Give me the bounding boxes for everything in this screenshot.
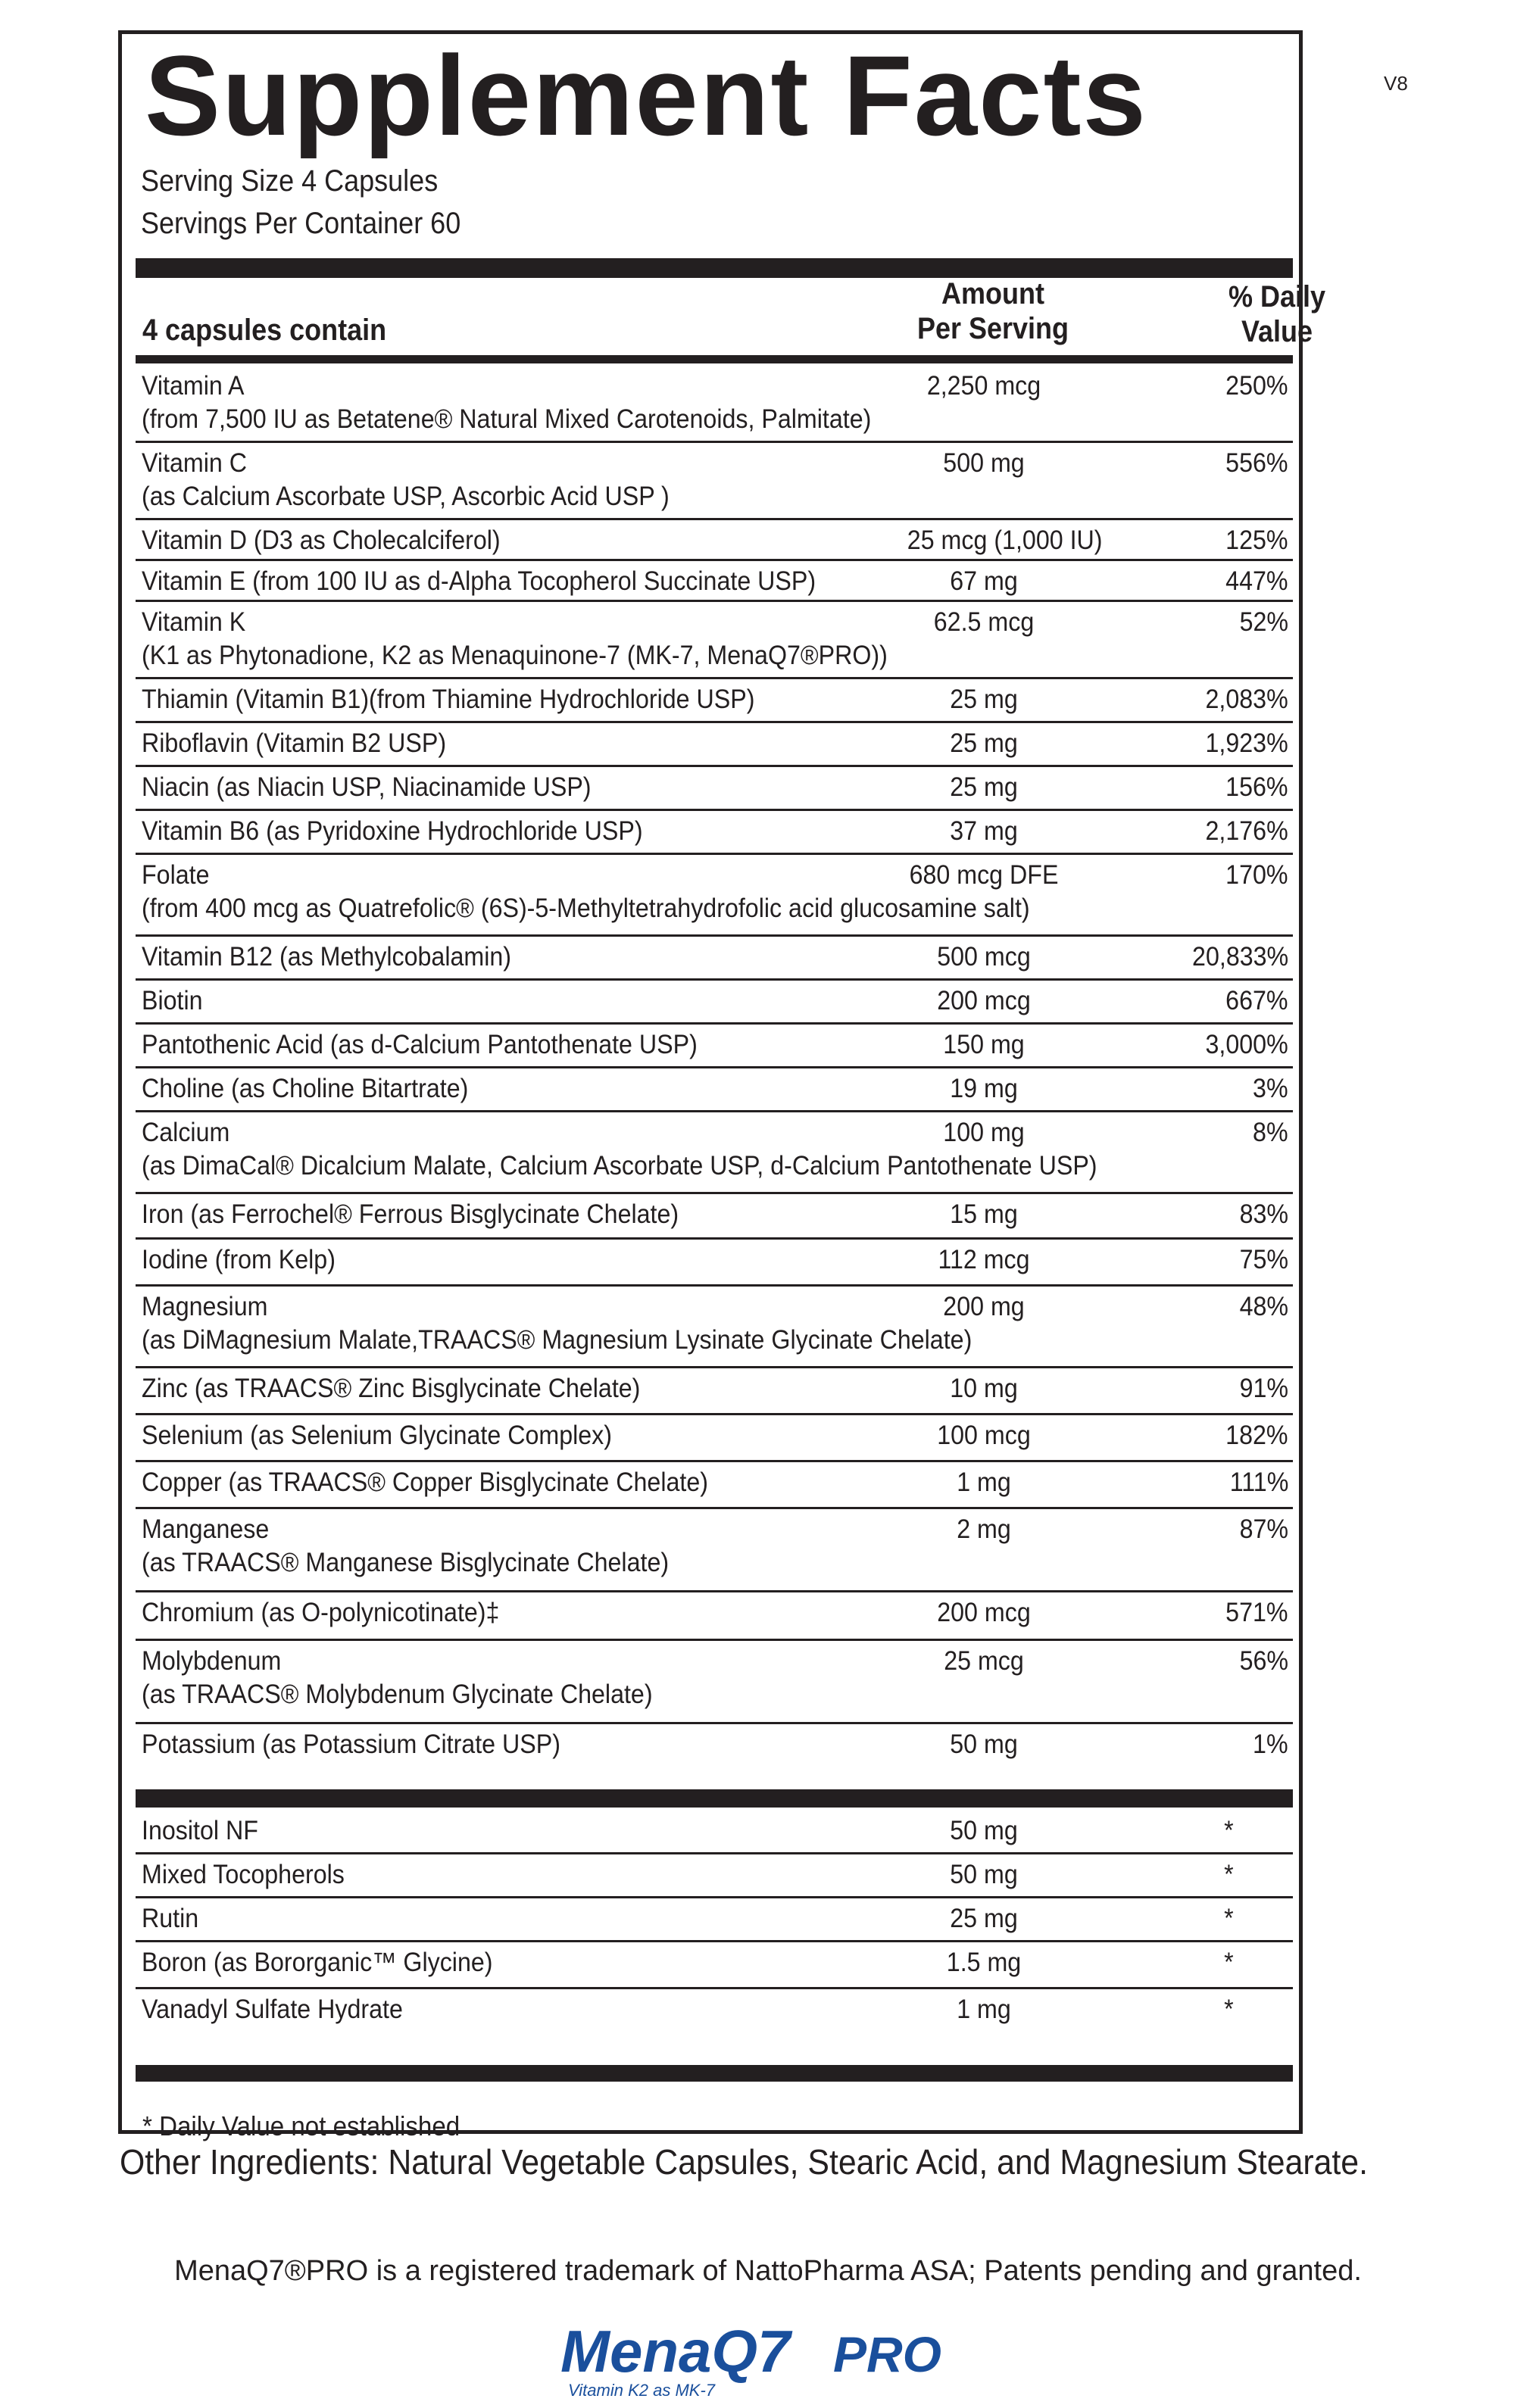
nutrient-daily-value: * [1224, 1904, 1234, 1933]
nutrient-daily-value: 83% [1239, 1199, 1288, 1229]
nutrient-row [136, 1641, 1293, 1724]
nutrient-row [136, 855, 1293, 937]
divider-header [136, 355, 1293, 363]
nutrient-row [136, 1942, 1293, 1989]
nutrient-daily-value: 20,833% [1191, 942, 1288, 972]
nutrient-row [136, 1462, 1293, 1509]
nutrient-name: Potassium (as Potassium Citrate USP) [142, 1730, 560, 1759]
nutrient-name: Molybdenum [142, 1646, 282, 1676]
nutrient-daily-value: 52% [1239, 607, 1288, 637]
nutrient-name: Vitamin E (from 100 IU as d-Alpha Tocopherol Succinate USP) [142, 566, 816, 596]
nutrient-name: Vitamin K [142, 607, 246, 637]
nutrient-amount: 200 mcg [937, 986, 1031, 1015]
nutrient-amount: 67 mg [950, 566, 1018, 596]
trademark-note: MenaQ7®PRO is a registered trademark of NattoPharma ASA; Patents pending and granted. [174, 2255, 1362, 2287]
nutrient-amount: 25 mg [950, 772, 1018, 802]
nutrient-daily-value: 182% [1225, 1421, 1288, 1450]
nutrient-amount: 2 mg [957, 1514, 1011, 1544]
header-capsules-contain: 4 capsules contain [142, 313, 387, 347]
other-ingredients: Other Ingredients: Natural Vegetable Capsules, Stearic Acid, and Magnesium Stearate. [120, 2142, 1368, 2182]
nutrient-row [136, 1898, 1293, 1942]
nutrient-row [136, 1194, 1293, 1240]
nutrient-row [136, 561, 1293, 602]
nutrient-row [136, 679, 1293, 723]
servings-per-container: Servings Per Container 60 [141, 207, 461, 240]
nutrient-amount: 25 mg [950, 1904, 1018, 1933]
nutrient-amount: 2,250 mcg [926, 371, 1041, 401]
nutrient-source: (as TRAACS® Molybdenum Glycinate Chelate) [142, 1680, 653, 1709]
supplement-facts-panel [118, 30, 1408, 2141]
nutrient-row [136, 443, 1293, 520]
nutrient-daily-value: 56% [1239, 1646, 1288, 1676]
nutrient-amount: 25 mcg (1,000 IU) [907, 526, 1103, 555]
nutrient-daily-value: 3% [1253, 1074, 1288, 1103]
nutrient-daily-value: 571% [1225, 1598, 1288, 1627]
nutrient-name: Selenium (as Selenium Glycinate Complex) [142, 1421, 612, 1450]
nutrient-amount: 25 mg [950, 728, 1018, 758]
nutrient-amount: 100 mcg [937, 1421, 1031, 1450]
nutrient-amount: 150 mg [943, 1030, 1025, 1059]
nutrient-amount: 37 mg [950, 816, 1018, 846]
nutrient-name: Chromium (as O-polynicotinate)‡ [142, 1598, 500, 1627]
nutrient-row [136, 1240, 1293, 1287]
nutrient-name: Zinc (as TRAACS® Zinc Bisglycinate Chelate) [142, 1374, 641, 1403]
nutrient-amount: 50 mg [950, 1816, 1018, 1845]
logo-menaq7-text: MenaQ7 [560, 2318, 791, 2385]
panel-title: Supplement Facts [145, 32, 1147, 159]
nutrient-source: (as DimaCal® Dicalcium Malate, Calcium Ascorbate USP, d-Calcium Pantothenate USP) [142, 1151, 1097, 1181]
nutrient-daily-value: 91% [1239, 1374, 1288, 1403]
nutrient-daily-value: * [1224, 1995, 1234, 2024]
nutrient-source: (K1 as Phytonadione, K2 as Menaquinone-7 (MK-7, MenaQ7®PRO)) [142, 641, 888, 670]
nutrient-daily-value: 48% [1239, 1292, 1288, 1321]
header-dv-line2: Value [1241, 315, 1313, 348]
nutrient-daily-value: * [1224, 1816, 1234, 1845]
header-daily-value [1185, 279, 1369, 349]
nutrient-name: Vitamin B6 (as Pyridoxine Hydrochloride USP) [142, 816, 643, 846]
nutrient-daily-value: 111% [1229, 1468, 1288, 1497]
serving-size: Serving Size 4 Capsules [141, 164, 439, 198]
nutrient-row [136, 1811, 1293, 1854]
nutrient-amount: 10 mg [950, 1374, 1018, 1403]
nutrient-daily-value: 447% [1225, 566, 1288, 596]
header-amount-line2: Per Serving [916, 312, 1069, 345]
nutrient-row [136, 1592, 1293, 1641]
nutrient-amount: 1 mg [957, 1468, 1011, 1497]
divider-other [136, 1789, 1293, 1808]
nutrient-daily-value: 3,000% [1205, 1030, 1288, 1059]
menaq7-pro-logo [560, 2317, 985, 2400]
nutrient-row [136, 937, 1293, 981]
nutrient-amount: 50 mg [950, 1860, 1018, 1889]
nutrient-row [136, 602, 1293, 679]
nutrient-amount: 100 mg [943, 1118, 1025, 1147]
nutrient-daily-value: 2,083% [1205, 685, 1288, 714]
nutrient-row [136, 1989, 1293, 2056]
nutrient-name: Vitamin D (D3 as Cholecalciferol) [142, 526, 501, 555]
nutrient-daily-value: 170% [1225, 860, 1288, 890]
nutrient-daily-value: 8% [1253, 1118, 1288, 1147]
nutrient-source: (from 400 mcg as Quatrefolic® (6S)-5-Methyltetrahydrofolic acid glucosamine salt) [142, 894, 1030, 923]
divider-top [136, 258, 1293, 278]
nutrient-amount: 680 mcg DFE [909, 860, 1059, 890]
nutrient-name: Magnesium [142, 1292, 268, 1321]
nutrient-row [136, 811, 1293, 855]
nutrient-name: Vitamin C [142, 448, 247, 478]
nutrient-daily-value: 1% [1253, 1730, 1288, 1759]
nutrient-row [136, 1068, 1293, 1112]
nutrient-row [136, 767, 1293, 811]
nutrient-source: (from 7,500 IU as Betatene® Natural Mixed Carotenoids, Palmitate) [142, 404, 872, 434]
nutrient-daily-value: 556% [1225, 448, 1288, 478]
header-amount-line1: Amount [941, 277, 1044, 310]
nutrient-name: Folate [142, 860, 210, 890]
nutrient-name: Inositol NF [142, 1816, 258, 1845]
nutrient-daily-value: 250% [1225, 371, 1288, 401]
nutrient-name: Vanadyl Sulfate Hydrate [142, 1995, 403, 2024]
nutrient-name: Boron (as Bororganic™ Glycine) [142, 1948, 493, 1977]
nutrient-row [136, 723, 1293, 767]
nutrient-row [136, 1112, 1293, 1194]
nutrient-row [136, 1415, 1293, 1462]
nutrient-amount: 25 mcg [944, 1646, 1024, 1676]
nutrient-daily-value: 667% [1225, 986, 1288, 1015]
nutrient-source: (as Calcium Ascorbate USP, Ascorbic Acid USP ) [142, 482, 670, 511]
footnote: * Daily Value not established [142, 2110, 460, 2141]
nutrient-daily-value: 156% [1225, 772, 1288, 802]
nutrient-amount: 200 mcg [937, 1598, 1031, 1627]
nutrient-name: Thiamin (Vitamin B1)(from Thiamine Hydrochloride USP) [142, 685, 755, 714]
nutrient-amount: 19 mg [950, 1074, 1018, 1103]
nutrient-amount: 200 mg [943, 1292, 1025, 1321]
nutrient-row [136, 366, 1293, 443]
nutrient-daily-value: 125% [1225, 526, 1288, 555]
nutrient-name: Iron (as Ferrochel® Ferrous Bisglycinate Chelate) [142, 1199, 679, 1229]
nutrient-row [136, 1509, 1293, 1592]
logo-tagline: Vitamin K2 as MK-7 [568, 2381, 716, 2400]
nutrient-name: Niacin (as Niacin USP, Niacinamide USP) [142, 772, 592, 802]
logo-pro-text: PRO [833, 2326, 942, 2382]
nutrient-row [136, 1854, 1293, 1898]
nutrient-daily-value: * [1224, 1860, 1234, 1889]
nutrient-row [136, 1724, 1293, 1782]
nutrient-row [136, 1025, 1293, 1068]
nutrient-name: Rutin [142, 1904, 199, 1933]
header-dv-line1: % Daily [1228, 280, 1326, 313]
nutrient-source: (as TRAACS® Manganese Bisglycinate Chelate) [142, 1548, 670, 1577]
nutrient-daily-value: 75% [1239, 1245, 1288, 1274]
nutrient-name: Copper (as TRAACS® Copper Bisglycinate Chelate) [142, 1468, 708, 1497]
nutrient-name: Iodine (from Kelp) [142, 1245, 336, 1274]
nutrient-amount: 1.5 mg [946, 1948, 1022, 1977]
nutrient-name: Calcium [142, 1118, 230, 1147]
version-code: V8 [1384, 72, 1408, 95]
nutrient-name: Manganese [142, 1514, 270, 1544]
header-amount [904, 276, 1082, 346]
nutrient-amount: 50 mg [950, 1730, 1018, 1759]
nutrient-daily-value: * [1224, 1948, 1234, 1977]
nutrient-row [136, 1368, 1293, 1415]
nutrient-daily-value: 87% [1239, 1514, 1288, 1544]
nutrient-name: Choline (as Choline Bitartrate) [142, 1074, 469, 1103]
nutrient-name: Vitamin B12 (as Methylcobalamin) [142, 942, 511, 972]
nutrient-name: Riboflavin (Vitamin B2 USP) [142, 728, 447, 758]
nutrient-amount: 15 mg [950, 1199, 1018, 1229]
nutrient-name: Biotin [142, 986, 203, 1015]
nutrient-name: Vitamin A [142, 371, 245, 401]
nutrient-name: Pantothenic Acid (as d-Calcium Pantothenate USP) [142, 1030, 698, 1059]
nutrient-amount: 112 mcg [938, 1245, 1030, 1274]
nutrient-amount: 62.5 mcg [933, 607, 1035, 637]
nutrient-row [136, 1287, 1293, 1368]
nutrient-row [136, 981, 1293, 1025]
nutrient-amount: 500 mcg [937, 942, 1031, 972]
nutrient-amount: 1 mg [957, 1995, 1011, 2024]
nutrient-daily-value: 1,923% [1205, 728, 1288, 758]
nutrient-row [136, 520, 1293, 561]
nutrient-daily-value: 2,176% [1205, 816, 1288, 846]
nutrient-source: (as DiMagnesium Malate,TRAACS® Magnesium Lysinate Glycinate Chelate) [142, 1325, 972, 1355]
nutrient-amount: 25 mg [950, 685, 1018, 714]
nutrient-amount: 500 mg [943, 448, 1025, 478]
nutrient-name: Mixed Tocopherols [142, 1860, 345, 1889]
divider-bottom [136, 2065, 1293, 2082]
